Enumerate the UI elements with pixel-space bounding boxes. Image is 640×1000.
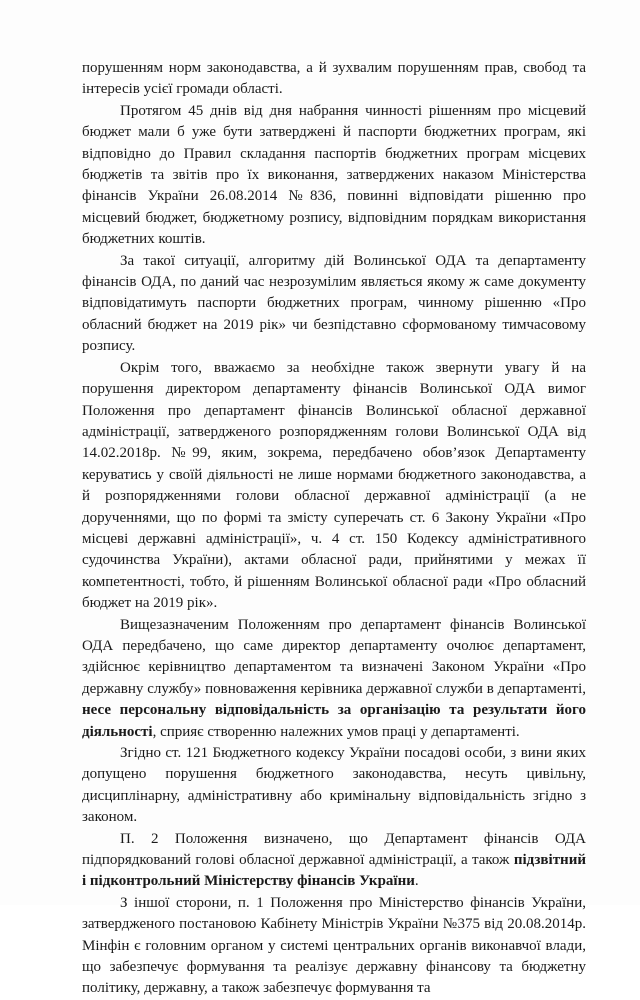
text-run: Згідно ст. 121 Бюджетного кодексу України посадові особи, з вини яких допущено порушення бюджетного законодавства, несуть цивільну, дисциплінарну, адміністративну або кримінальну відповідальність згідно з законом. <box>82 745 586 826</box>
text-run: П. 2 Положення визначено, що Департамент фінансів ОДА підпорядкований голові обласної державної адміністрації, а також <box>82 830 586 869</box>
paragraph <box>82 615 586 743</box>
paragraph <box>82 829 586 893</box>
bold-text: підзвітний і підконтрольний Міністерству фінансів України <box>82 852 586 890</box>
text-run: За такої ситуації, алгоритму дій Волинської ОДА та департаменту фінансів ОДА, по даний час незрозумілим являється якому ж саме документу відповідатимуть паспорти бюджетних програм, чинному рішенню «Про обласний бюджет на 2019 рік» чи безпідставно сформованому тимчасовому розпису. <box>82 252 586 355</box>
paragraph <box>82 358 586 615</box>
document-body <box>82 58 586 1000</box>
paragraph <box>82 101 586 251</box>
text-run: З іншої сторони, п. 1 Положення про Міністерство фінансів України, затвердженого постановою Кабінету Міністрів України №375 від 20.08.2014р. Мінфін є головним органом у системі центральних органів виконавчої влади, що забезпечує формування та реалізує державну фінансову та бюджетну політику, державну, а також забезпечує формування та <box>82 894 586 997</box>
text-run: Окрім того, вважаємо за необхідне також звернути увагу й на порушення директором департаменту фінансів Волинської ОДА вимог Положення про департамент фінансів Волинської обласної державної адміністрації, затвердженого розпорядженням голови Волинської ОДА від 14.02.2018р. №99, яким, зокрема, передбачено обов’язок Департаменту керуватись у своїй діяльності не лише нормами бюджетного законодавства, а й розпорядженнями голови обласної державної адміністрації (а не дорученнями, що по формі та змісту суперечать ст. 6 Закону України «Про місцеві державні адміністрації», ч. 4 ст. 150 Кодексу адміністративного судочинства України), актами обласної ради, прийнятими у межах її компетентності, тобто, й рішенням Волинської обласної ради «Про обласний бюджет на 2019 рік». <box>82 359 586 612</box>
bold-text: несе персональну відповідальність за організацію та результати його діяльності <box>82 702 586 740</box>
text-run: Вищезазначеним Положенням про департамент фінансів Волинської ОДА передбачено, що саме директор департаменту очолює департамент, здійснює керівництво департаментом та визначені Законом України «Про державну службу» повноваження керівника державної служби в департаменті, <box>82 616 586 697</box>
text-run: порушенням норм законодавства, а й зухвалим порушенням прав, свобод та інтересів усієї громади області. <box>82 60 586 98</box>
paragraph <box>82 893 586 1000</box>
paragraph <box>82 743 586 829</box>
text-run: Протягом 45 днів від дня набрання чинності рішенням про місцевий бюджет мали б уже бути затверджені й паспорти бюджетних програм, які відповідно до Правил складання паспортів бюджетних програм місцевих бюджетів та звітів про їх виконання, затверджених наказом Міністерства фінансів України 26.08.2014 №836, повинні відповідати рішенню про місцевий бюджет, бюджетному розпису, відповідним порядкам використання бюджетних коштів. <box>82 102 586 248</box>
paragraph <box>82 251 586 358</box>
text-run: . <box>414 873 419 890</box>
text-run: , сприяє створенню належних умов праці у департаменті. <box>152 723 520 740</box>
paragraph <box>82 58 586 101</box>
